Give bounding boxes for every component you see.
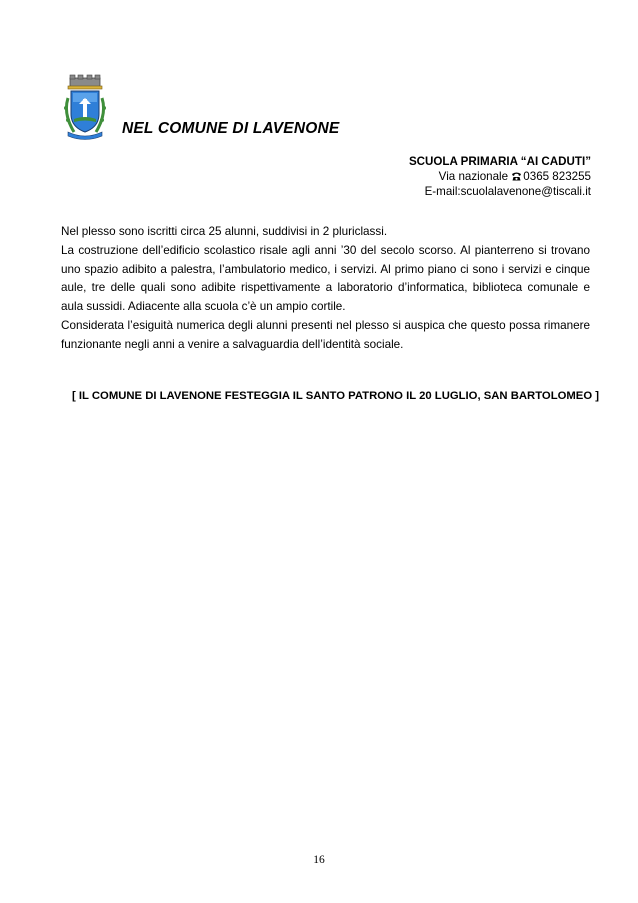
school-info-block (409, 154, 591, 199)
paragraph-conclusion: Considerata l’esiguità numerica degli alunni presenti nel plesso si auspica che questo possa rimanere funzionante negli anni a venire a salvaguardia dell’identità sociale. (61, 318, 590, 351)
school-phone: 0365 823255 (523, 170, 591, 183)
telephone-icon (511, 171, 522, 181)
page-title: NEL COMUNE DI LAVENONE (122, 120, 340, 137)
school-name: SCUOLA PRIMARIA “AI CADUTI” (408, 155, 591, 168)
page-number: 16 (313, 854, 325, 866)
paragraph-building: La costruzione dell’edificio scolastico risale agli anni ’30 del secolo scorso. Al pianterreno si trovano uno spazio adibito a palestra, l’ambulatorio medico, i servizi. Al primo piano ci sono i servizi e cinque aule, tre delle quali sono adibite rispettivamente a laboratorio d’informatica, biblioteca comunale e aula sussidi. Adiacente alla scuola c’è un ampio cortile. (61, 243, 590, 314)
school-address-text: Via nazionale (438, 170, 512, 183)
paragraph-enrollment: Nel plesso sono iscritti circa 25 alunni, suddivisi in 2 pluriclassi. (61, 225, 388, 238)
body-text (61, 223, 590, 355)
school-address (409, 169, 591, 184)
coat-of-arms-icon (60, 72, 110, 142)
patron-saint-notice: [ IL COMUNE DI LAVENONE FESTEGGIA IL SANTO PATRONO IL 20 LUGLIO, SAN BARTOLOMEO ] (72, 390, 600, 402)
school-email: E-mail:scuolalavenone@tiscali.it (424, 185, 591, 198)
